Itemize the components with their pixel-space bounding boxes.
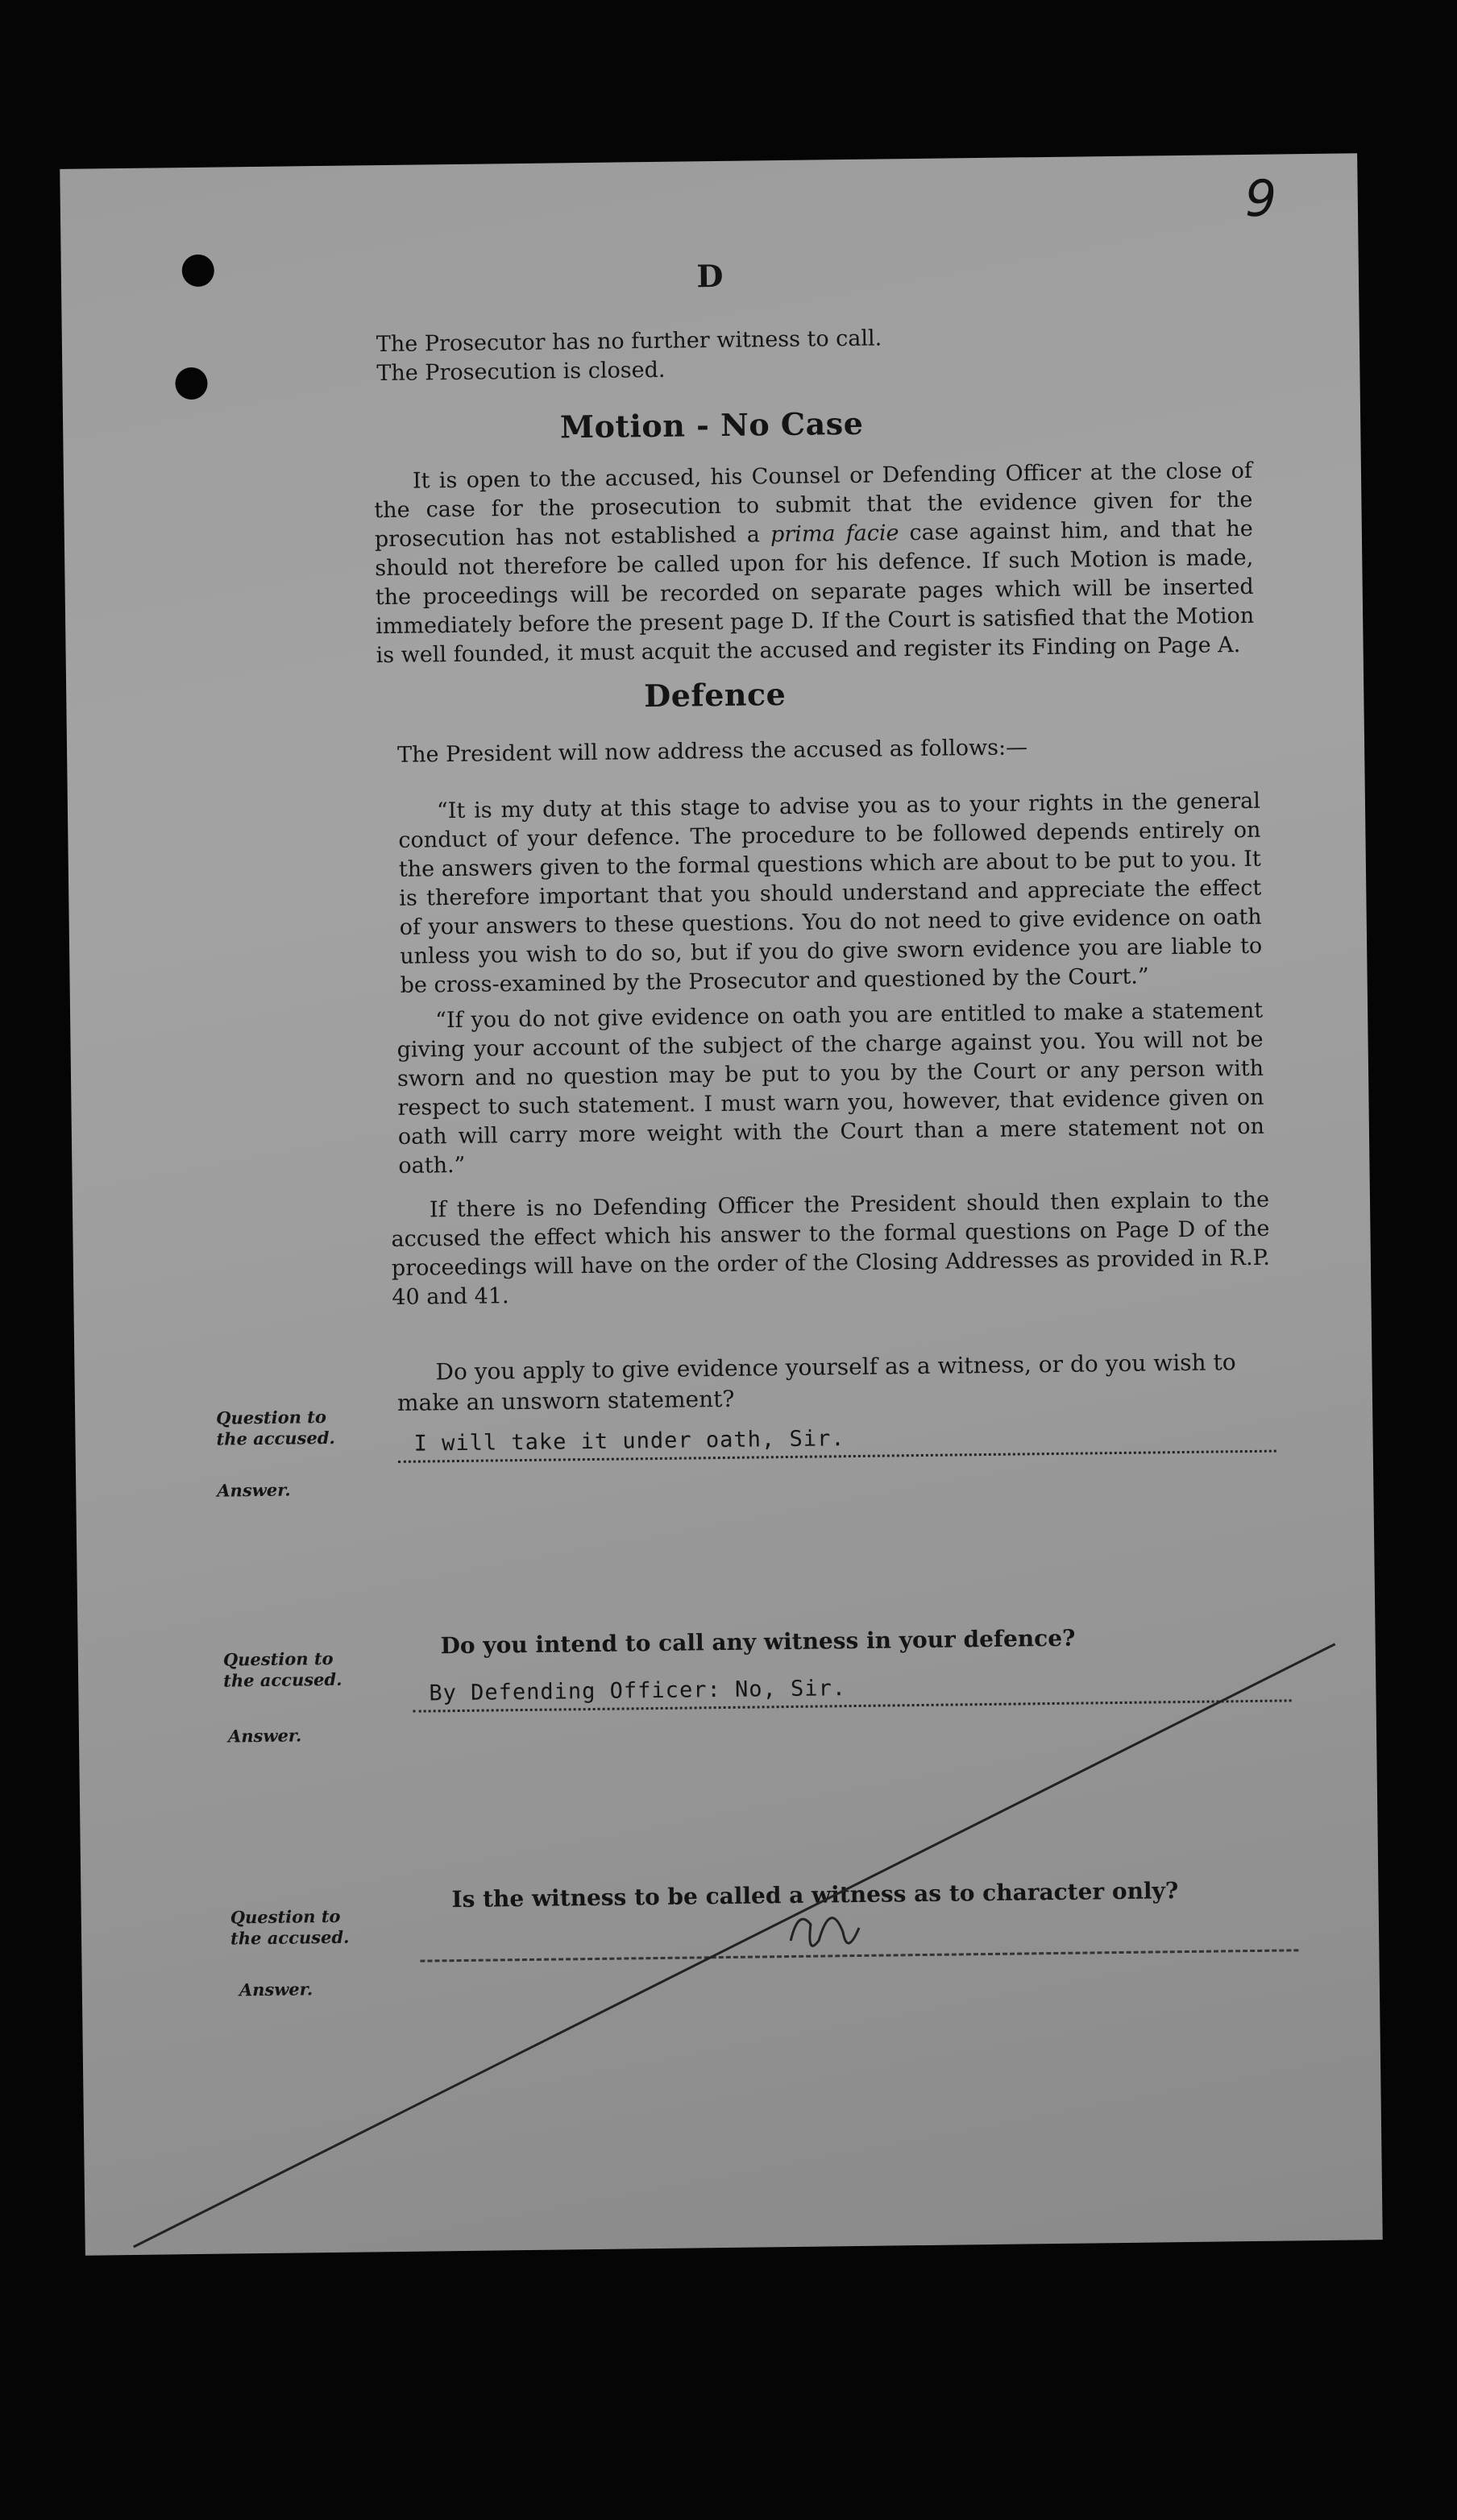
motion-text-2: case against him, and that he should not therefore be called upon for his defence. If such Motion is made, the proceedings will be recorded on separate pages which will be inserted immediately before the present page D. If the Court is satisfied that the Motion is well founded, it must acquit the accused and register its Finding on Page A. (375, 516, 1255, 669)
defence-intro: The President will now address the accused as follows:— (396, 735, 1028, 768)
defence-quote-1: “It is my duty at this stage to advise you as to your rights in the general conduct of your defence. The procedure to be followed depends entirely on the answers given to the formal questions which are about to be put to you. It is therefore important that you should understand and appreciate the effect of your answers to these questions. You do not need to give evidence on oath unless you wish to do so, but if you do give sworn evidence you are liable to be cross-examined by the Prosecutor and questioned by the Court.” (398, 788, 1263, 998)
strike-through-line (60, 153, 1383, 2255)
page-letter: D (696, 257, 724, 295)
question-1-answer-label: Answer. (217, 1479, 291, 1501)
defence-explanation: If there is no Defending Officer the President should then explain to the accused the effect which his answer to the formal questions on Page D of the proceedings will have on the order of the Closing Addresses as provided in R.P. 40 and 41. (391, 1187, 1271, 1310)
diagonal-strike (127, 1644, 1343, 2247)
motion-text-1: It is open to the accused, his Counsel or Defending Officer at the close of the case for the prosecution to submit that the evidence given for the prosecution has not established a (374, 458, 1253, 553)
question-1-answer: I will take it under oath, Sir. (413, 1426, 845, 1457)
handwritten-page-number: 9 (1244, 168, 1277, 228)
handwritten-scribble (791, 1917, 859, 1946)
question-3-label-line-1: Question to (230, 1905, 341, 1928)
closing-line-1: The Prosecutor has no further witness to call. (376, 325, 882, 358)
question-3-answer-label: Answer. (239, 1979, 313, 2000)
question-1-label-line-1: Question to (216, 1407, 327, 1428)
motion-heading: Motion - No Case (559, 404, 864, 446)
question-2-text: Do you intend to call any witness in your defence? (440, 1624, 1076, 1660)
defence-quote-2: “If you do not give evidence on oath you are entitled to make a statement giving your account of the subject of the charge against you. You will not be sworn and no question may be put to you by the Court or any person with respect to such statement. I must warn you, however, that evidence given on oath will carry more weight with the Court than a mere statement not on oath.” (396, 997, 1265, 1179)
defence-heading: Defence (643, 675, 787, 715)
question-2-label-line-2: the accused. (223, 1668, 342, 1691)
motion-italic-term: prima facie (770, 520, 899, 548)
closing-line-2: The Prosecution is closed. (376, 357, 666, 387)
question-1-label-line-2: the accused. (216, 1427, 335, 1449)
question-2-answer: By Defending Officer: No, Sir. (429, 1676, 847, 1706)
question-2-label-line-1: Question to (222, 1648, 334, 1670)
document-page (60, 153, 1383, 2255)
question-3-label-line-2: the accused. (230, 1926, 350, 1949)
question-2-answer-label: Answer. (227, 1725, 302, 1747)
question-3-text: Is the witness to be called a witness as to character only? (451, 1877, 1179, 1913)
question-1-text: Do you apply to give evidence yourself as a witness, or do you wish to make an unsworn statement? (396, 1349, 1236, 1416)
